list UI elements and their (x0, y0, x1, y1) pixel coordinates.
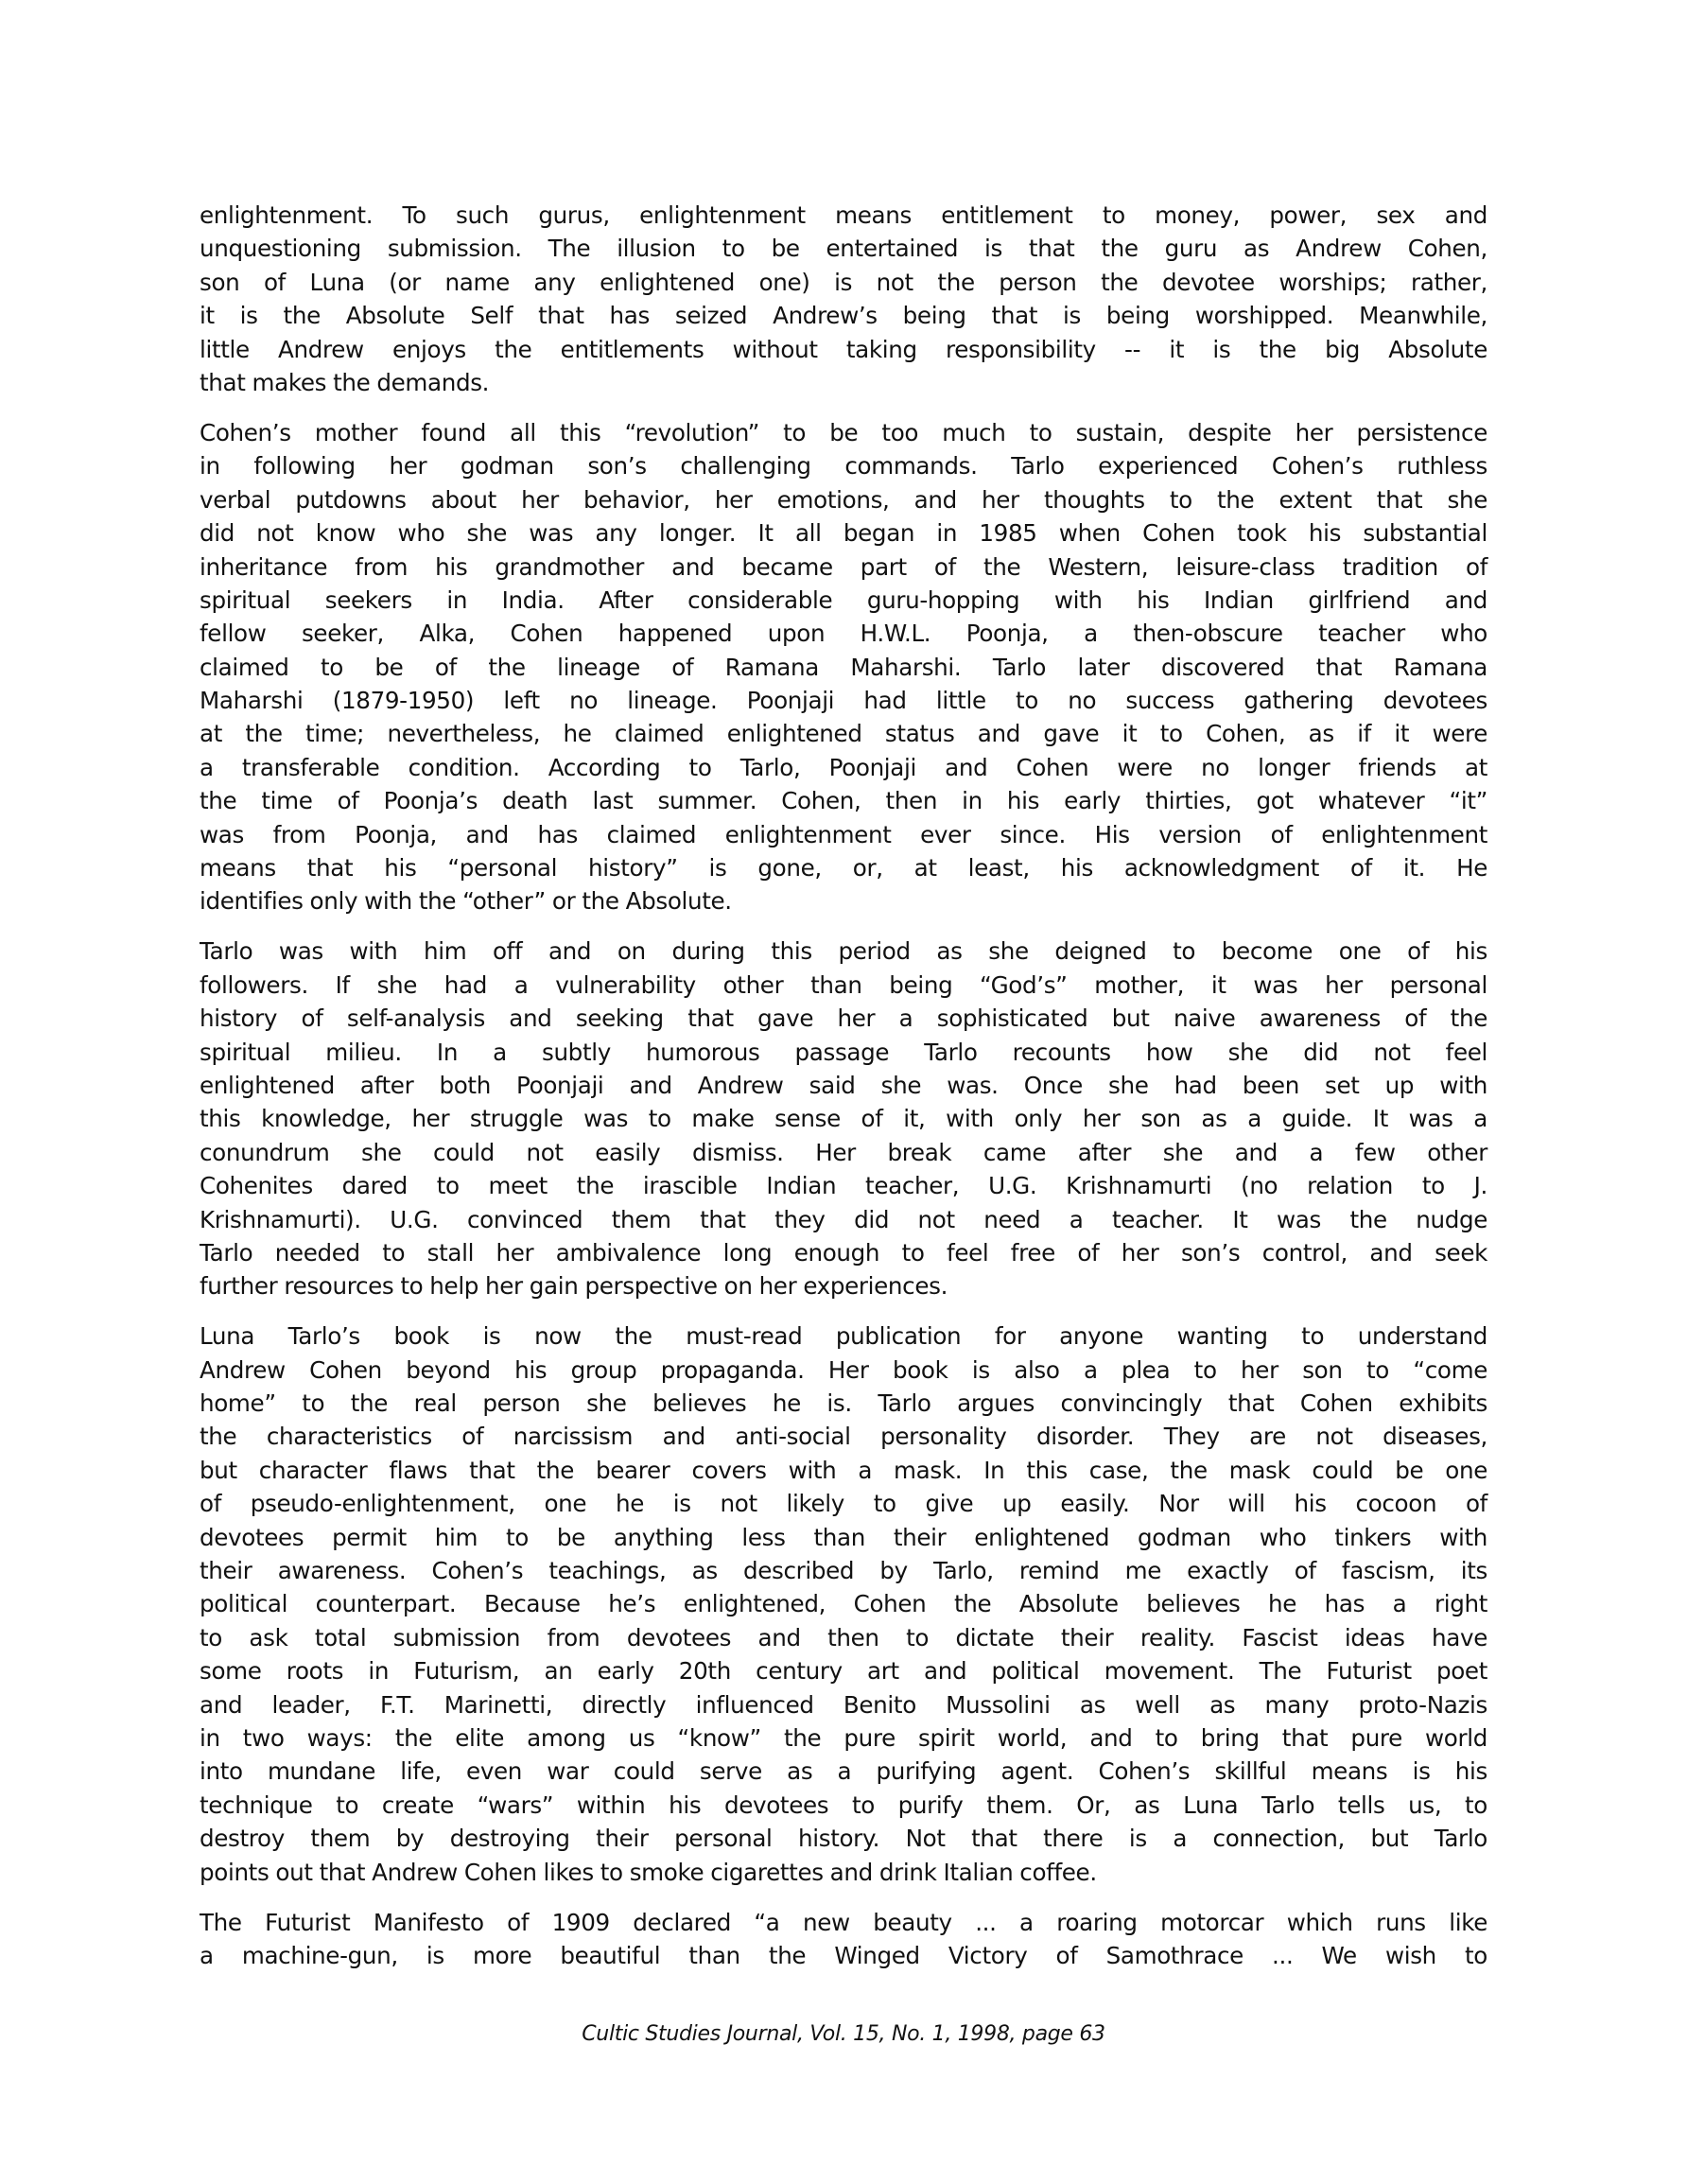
text-line: at the time; nevertheless, he claimed enlightened status and gave it to Cohen, as if it were (200, 720, 1487, 748)
text-line: did not know who she was any longer. It all began in 1985 when Cohen took his substantial (200, 519, 1487, 548)
paragraph-2 (200, 416, 1487, 918)
page-footer-citation: Cultic Studies Journal, Vol. 15, No. 1, 1998, page 63 (582, 2022, 1105, 2046)
text-line: the characteristics of narcissism and anti-social personality disorder. They are not diseases, (200, 1423, 1487, 1451)
text-line: Maharshi (1879-1950) left no lineage. Poonjaji had little to no success gathering devotees (200, 687, 1487, 715)
text-line: son of Luna (or name any enlightened one) is not the person the devotee worships; rather, (200, 268, 1487, 296)
text-line: conundrum she could not easily dismiss. Her break came after she and a few other (200, 1138, 1487, 1166)
text-line: in following her godman son’s challenging commands. Tarlo experienced Cohen’s ruthless (200, 452, 1487, 480)
paragraph-3 (200, 935, 1487, 1302)
text-line: enlightenment. To such gurus, enlightenment means entitlement to money, power, sex and (200, 201, 1487, 229)
text-line: points out that Andrew Cohen likes to smoke cigarettes and drink Italian coffee. (200, 1858, 1097, 1886)
text-line: into mundane life, even war could serve as a purifying agent. Cohen’s skillful means is his (200, 1757, 1487, 1786)
text-line: Tarlo was with him off and on during this period as she deigned to become one of his (200, 937, 1487, 966)
text-line: Tarlo needed to stall her ambivalence long enough to feel free of her son’s control, and seek (200, 1238, 1487, 1267)
paragraph-5 (200, 1906, 1487, 1973)
text-line: their awareness. Cohen’s teachings, as described by Tarlo, remind me exactly of fascism, its (200, 1557, 1487, 1585)
text-line: a transferable condition. According to Tarlo, Poonjaji and Cohen were no longer friends at (200, 753, 1487, 781)
paragraph-4 (200, 1319, 1487, 1889)
text-line: history of self-analysis and seeking that gave her a sophisticated but naive awareness of the (200, 1005, 1487, 1033)
text-line: spiritual seekers in India. After considerable guru-hopping with his Indian girlfriend and (200, 585, 1487, 614)
document-body (200, 199, 1487, 1989)
text-line: inheritance from his grandmother and became part of the Western, leisure-class tradition of (200, 552, 1487, 581)
text-line: Krishnamurti). U.G. convinced them that they did not need a teacher. It was the nudge (200, 1205, 1487, 1233)
text-line: in two ways: the elite among us “know” the pure spirit world, and to bring that pure world (200, 1723, 1487, 1752)
text-line: followers. If she had a vulnerability other than being “God’s” mother, it was her personal (200, 970, 1487, 999)
text-line: political counterpart. Because he’s enlightened, Cohen the Absolute believes he has a right (200, 1590, 1487, 1618)
text-line: means that his “personal history” is gone, or, at least, his acknowledgment of it. He (200, 854, 1487, 882)
text-line: Cohenites dared to meet the irascible Indian teacher, U.G. Krishnamurti (no relation to J. (200, 1172, 1487, 1200)
text-line: unquestioning submission. The illusion to be entertained is that the guru as Andrew Cohen, (200, 235, 1487, 263)
text-line: destroy them by destroying their personal history. Not that there is a connection, but Tarlo (200, 1825, 1487, 1853)
text-line: home” to the real person she believes he is. Tarlo argues convincingly that Cohen exhibits (200, 1389, 1487, 1418)
text-line: some roots in Futurism, an early 20th century art and political movement. The Futurist poet (200, 1657, 1487, 1686)
text-line: Luna Tarlo’s book is now the must-read publication for anyone wanting to understand (200, 1322, 1487, 1351)
text-line: identifies only with the “other” or the Absolute. (200, 887, 732, 916)
text-line: enlightened after both Poonjaji and Andrew said she was. Once she had been set up with (200, 1071, 1487, 1099)
text-line: fellow seeker, Alka, Cohen happened upon H.W.L. Poonja, a then-obscure teacher who (200, 620, 1487, 648)
text-line: verbal putdowns about her behavior, her emotions, and her thoughts to the extent that she (200, 485, 1487, 514)
text-line: but character flaws that the bearer covers with a mask. In this case, the mask could be one (200, 1456, 1487, 1484)
text-line: Cohen’s mother found all this “revolution” to be too much to sustain, despite her persistence (200, 418, 1487, 446)
text-line: it is the Absolute Self that has seized Andrew’s being that is being worshipped. Meanwhile, (200, 302, 1487, 330)
text-line: The Futurist Manifesto of 1909 declared “a new beauty ... a roaring motorcar which runs like (200, 1908, 1487, 1936)
text-line: this knowledge, her struggle was to make sense of it, with only her son as a guide. It was a (200, 1105, 1487, 1133)
text-line: technique to create “wars” within his devotees to purify them. Or, as Luna Tarlo tells us, to (200, 1791, 1487, 1819)
text-line: further resources to help her gain perspective on her experiences. (200, 1272, 948, 1301)
text-line: claimed to be of the lineage of Ramana Maharshi. Tarlo later discovered that Ramana (200, 653, 1487, 681)
text-line: of pseudo-enlightenment, one he is not likely to give up easily. Nor will his cocoon of (200, 1490, 1487, 1518)
text-line: that makes the demands. (200, 368, 490, 396)
text-line: little Andrew enjoys the entitlements without taking responsibility -- it is the big Absolute (200, 335, 1487, 363)
text-line: was from Poonja, and has claimed enlightenment ever since. His version of enlightenment (200, 820, 1487, 848)
text-line: a machine-gun, is more beautiful than the Winged Victory of Samothrace ... We wish to (200, 1941, 1487, 1969)
text-line: the time of Poonja’s death last summer. Cohen, then in his early thirties, got whatever “it” (200, 787, 1487, 815)
paragraph-1 (200, 199, 1487, 399)
text-line: and leader, F.T. Marinetti, directly influenced Benito Mussolini as well as many proto-Nazis (200, 1690, 1487, 1719)
text-line: spiritual milieu. In a subtly humorous passage Tarlo recounts how she did not feel (200, 1038, 1487, 1066)
text-line: Andrew Cohen beyond his group propaganda. Her book is also a plea to her son to “come (200, 1355, 1487, 1384)
text-line: to ask total submission from devotees and then to dictate their reality. Fascist ideas have (200, 1623, 1487, 1651)
text-line: devotees permit him to be anything less than their enlightened godman who tinkers with (200, 1523, 1487, 1551)
